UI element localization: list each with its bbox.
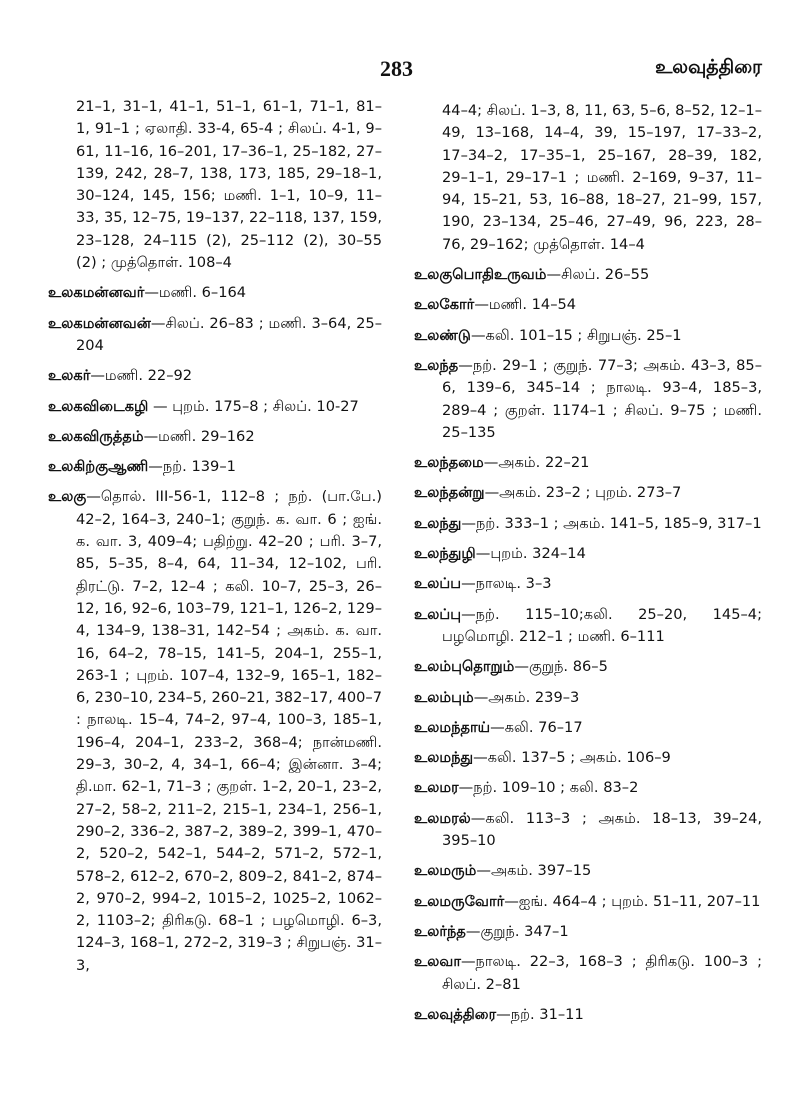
index-entry — [414, 747, 762, 769]
entry-references: —புறம். 324–14 — [475, 545, 586, 563]
index-entry — [414, 543, 762, 565]
running-head: உலவுத்திரை — [655, 56, 762, 78]
index-entry-continuation — [414, 100, 762, 256]
entry-references: —கலி. 137–5 ; அகம். 106–9 — [473, 749, 671, 767]
entry-references: —குறுந். 86–5 — [514, 658, 608, 676]
entry-references: —ஐங். 464–4 ; புறம். 51–11, 207–11 — [504, 892, 761, 910]
entry-references: —நற். 109–10 ; கலி. 83–2 — [458, 779, 639, 797]
entry-headword: உலகவிருத்தம் — [48, 427, 144, 445]
entry-headword: உலகர் — [48, 367, 91, 385]
index-entry — [414, 777, 762, 799]
page-number: 283 — [380, 56, 413, 81]
index-entry — [48, 282, 382, 304]
index-entry — [414, 513, 762, 535]
index-entry — [414, 604, 762, 649]
entry-headword: உலமரல் — [414, 809, 471, 827]
index-entry — [414, 573, 762, 595]
entry-headword: உலகு — [48, 488, 87, 506]
entry-headword: உலப்பு — [414, 605, 462, 623]
index-entry — [414, 951, 762, 996]
index-entry-continuation — [48, 96, 382, 274]
index-entry — [414, 482, 762, 504]
entry-references: —நற். 139–1 — [148, 458, 236, 476]
entry-headword: உலம்புதொறும் — [414, 658, 515, 676]
entry-headword: உலந்தன்று — [414, 484, 485, 502]
entry-references: —கலி. 113–3 ; அகம். 18–13, 39–24, 395–10 — [442, 809, 762, 850]
entry-headword: உலந்து — [414, 514, 462, 532]
index-entry — [48, 426, 382, 448]
index-entry — [48, 365, 382, 387]
entry-references: —மணி. 6–164 — [144, 284, 247, 302]
entry-headword: உலகிற்குஆணி — [48, 458, 149, 476]
entry-headword: உலகவிடைகழி — [48, 397, 149, 415]
entry-references: —அகம். 22–21 — [483, 454, 590, 472]
index-entry — [414, 355, 762, 444]
entry-headword: உலந்தமை — [414, 454, 484, 472]
entry-references: 21–1, 31–1, 41–1, 51–1, 61–1, 71–1, 81–1, 91–1 ; ஏலாதி. 33-4, 65-4 ; சிலப். 4-1, 9–61, 11–16, 16–201, 17–36–1, 25–182, 27–139, 242, 28–7, 138, 173, 185, 29–18–1, 30–124, 145, 156; மணி. 1–1, 10–9, 11–33, 35, 12–75, 19–137, 22–118, 137, 159, 23–128, 24–115 (2), 25–112 (2), 30–55 (2) ; முத்தொள். 108–4 — [76, 98, 382, 272]
entry-headword: உலம்பும் — [414, 688, 474, 706]
index-entry — [414, 294, 762, 316]
entry-references: —நற். 31–11 — [496, 1005, 584, 1023]
entry-references: 44–4; சிலப். 1–3, 8, 11, 63, 5–6, 8–52, 12–1–49, 13–168, 14–4, 39, 15–197, 17–33–2, 17–34–2, 17–35–1, 25–167, 28–39, 182, 29–1–1, 29–17–1 ; மணி. 2–169, 9–37, 11–94, 15–21, 53, 16–88, 18–27, 21–99, 157, 190, 23–134, 25–46, 27–49, 96, 223, 28–76, 29–162; முத்தொள். 14–4 — [442, 102, 762, 253]
entry-references: —கலி. 101–15 ; சிறுபஞ். 25–1 — [470, 326, 682, 344]
entry-references: —அகம். 23–2 ; புறம். 273–7 — [484, 484, 682, 502]
index-entry — [414, 325, 762, 347]
entry-headword: உலமந்து — [414, 749, 474, 767]
index-entry — [414, 687, 762, 709]
index-entry — [414, 891, 762, 913]
index-entry — [414, 921, 762, 943]
entry-headword: உலமருவோர் — [414, 892, 505, 910]
entry-headword: உலண்டு — [414, 326, 471, 344]
entry-headword: உலகோர் — [414, 296, 475, 314]
entry-headword: உலகமன்னவன் — [48, 314, 151, 332]
entry-headword: உலகுபொதிஉருவம் — [414, 266, 547, 284]
entry-references: — புறம். 175–8 ; சிலப். 10-27 — [148, 397, 359, 415]
entry-references: —தொல். III-56-1, 112–8 ; நற். (பா.பே.) 42–2, 164–3, 240–1; குறுந். க. வா. 6 ; ஐங். க. வா. 3, 409–4; பதிற்று. 42–20 ; பரி. 3–7, 85, 5–35, 8–4, 64, 11–34, 12–102, பரி. திரட்டு. 7–2, 12–4 ; கலி. 10–7, 25–3, 26–12, 16, 92–6, 103–79, 121–1, 126–2, 129–4, 134–9, 138–31, 142–54 ; அகம். க. வா. 16, 64–2, 78–15, 141–5, 204–1, 255–1, 263-1 ; புறம். 107–4, 132–9, 165–1, 182–6, 230–10, 234–5, 260–21, 382–17, 400–7 : நாலடி. 15–4, 74–2, 97–4, 100–3, 185–1, 196–4, 204–1, 233–2, 368–4; நான்மணி. 29–3, 30–2, 4, 34–1, 66–4; இன்னா. 3–4; தி.மா. 62–1, 71–3 ; குறள். 1–2, 20–1, 23–2, 27–2, 58–2, 211–2, 215–1, 234–1, 256–1, 290–2, 336–2, 387–2, 389–2, 399–1, 470–2, 520–2, 542–1, 544–2, 571–2, 572–1, 578–2, 612–2, 670–2, 809–2, 841–2, 874–2, 970–2, 994–2, 1015–2, 1025–2, 1062–2, 1103–2; திரிகடு. 68–1 ; பழமொழி. 6–3, 124–3, 168–1, 272–2, 319–3 ; சிறுபஞ். 31–3, — [76, 488, 382, 974]
entry-references: —நற். 29–1 ; குறுந். 77–3; அகம். 43–3, 85–6, 139–6, 345–14 ; நாலடி. 93–4, 185–3, 289–4 ; குறள். 1174–1 ; சிலப். 9–75 ; மணி. 25–135 — [442, 356, 762, 441]
index-entry — [414, 717, 762, 739]
index-entry — [414, 860, 762, 882]
index-entry — [414, 264, 762, 286]
entry-references: —குறுந். 347–1 — [465, 922, 569, 940]
index-entry — [48, 456, 382, 478]
entry-headword: உலர்ந்த — [414, 922, 466, 940]
index-entry — [414, 808, 762, 853]
entry-headword: உலமந்தாய் — [414, 718, 491, 736]
entry-headword: உலந்துழி — [414, 545, 476, 563]
index-entry — [414, 452, 762, 474]
entry-references: —நற். 333–1 ; அகம். 141–5, 185–9, 317–1 — [461, 514, 762, 532]
entry-headword: உலப்ப — [414, 575, 462, 593]
entry-references: —மணி. 29–162 — [143, 427, 255, 445]
entry-references: —அகம். 397–15 — [476, 862, 592, 880]
entry-references: —மணி. 22–92 — [90, 367, 193, 385]
page-header — [0, 48, 800, 88]
index-entry — [414, 656, 762, 678]
entry-references: —சிலப். 26–83 ; மணி. 3–64, 25–204 — [76, 314, 382, 354]
entry-headword: உலமரும் — [414, 862, 477, 880]
left-column — [48, 96, 382, 985]
entry-references: —சிலப். 26–55 — [546, 266, 650, 284]
index-entry — [48, 396, 382, 418]
entry-references: —கலி. 76–17 — [490, 718, 583, 736]
entry-headword: உலவா — [414, 953, 461, 971]
entry-headword: உலகமன்னவர் — [48, 284, 145, 302]
index-entry — [48, 486, 382, 977]
index-entry — [414, 1004, 762, 1026]
entry-references: —நாலடி. 3–3 — [461, 575, 552, 593]
entry-references: —நற். 115–10;கலி. 25–20, 145–4; பழமொழி. 212–1 ; மணி. 6–111 — [442, 605, 762, 645]
entry-headword: உலந்த — [414, 356, 459, 374]
entry-headword: உலவுத்திரை — [414, 1005, 497, 1023]
right-column — [414, 100, 762, 1034]
entry-headword: உலமர — [414, 779, 459, 797]
entry-references: —நாலடி. 22–3, 168–3 ; திரிகடு. 100–3 ; சிலப். 2–81 — [442, 953, 762, 993]
entry-references: —அகம். 239–3 — [473, 688, 580, 706]
entry-references: —மணி. 14–54 — [474, 296, 577, 314]
index-entry — [48, 313, 382, 358]
